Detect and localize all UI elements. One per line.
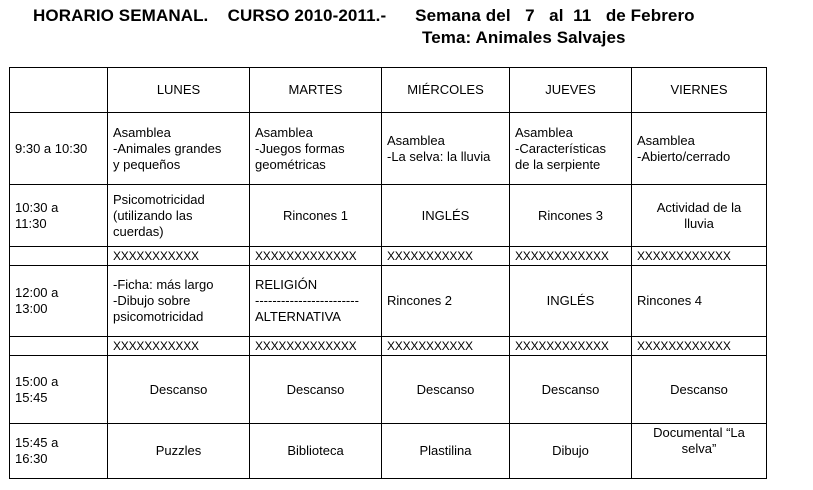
cell-lunes: Puzzles [108,424,250,479]
table-row [10,356,767,424]
separator-cell: XXXXXXXXXXXXX [250,247,382,266]
time-line: 10:30 a [15,199,59,215]
separator-cell: XXXXXXXXXXX [382,247,510,266]
cell-jueves: Dibujo [510,424,632,479]
cell-line: ALTERNATIVA [255,309,341,324]
time-line: 15:45 [15,389,48,405]
cell-viernes [632,424,767,479]
time-cell [10,356,108,424]
time-line: 11:30 [15,215,47,231]
cell-line: ------------------------ [255,293,359,308]
theme-title: Tema: Animales Salvajes [422,28,626,47]
cell-martes [250,113,382,185]
cell-line: y pequeños [113,156,181,172]
time-cell [10,424,108,479]
cell-line: cuerdas) [113,223,164,239]
table-row [10,424,767,479]
weekly-schedule-table [9,67,767,479]
header-jueves: JUEVES [510,68,632,113]
cell-line: -Dibujo sobre [113,293,191,308]
cell-martes: Descanso [250,356,382,424]
cell-line: de la serpiente [515,156,601,172]
cell-line: -Abierto/cerrado [637,148,731,164]
cell-lunes: Descanso [108,356,250,424]
cell-line: Asamblea [515,124,573,140]
separator-cell: XXXXXXXXXXXX [510,247,632,266]
cell-line: Actividad de la [656,199,742,215]
cell-martes [250,266,382,337]
time-line: 13:00 [15,301,48,316]
cell-miercoles: Rincones 2 [382,266,510,337]
time-cell [10,266,108,337]
cell-line: -La selva: la lluvia [387,148,491,164]
table-row [10,185,767,247]
separator-row [10,247,767,266]
cell-line: -Ficha: más largo [113,277,214,292]
cell-line: selva” [681,441,717,456]
cell-viernes: Descanso [632,356,767,424]
cell-viernes [632,113,767,185]
table-row [10,266,767,337]
separator-empty [10,337,108,356]
header-corner [10,68,108,113]
separator-cell: XXXXXXXXXXX [108,337,250,356]
cell-martes: Rincones 1 [250,185,382,247]
header-row [10,68,767,113]
separator-cell: XXXXXXXXXXXX [632,247,767,266]
cell-line: Documental “La [653,425,745,440]
cell-viernes: Rincones 4 [632,266,767,337]
time-cell [10,185,108,247]
table-row [10,113,767,185]
separator-empty [10,247,108,266]
cell-line: Asamblea [387,132,445,148]
cell-lunes [108,185,250,247]
time-line: 12:00 a [15,285,59,300]
time-line: 15:00 a [15,373,59,389]
cell-lunes [108,113,250,185]
separator-cell: XXXXXXXXXXXX [510,337,632,356]
time-line: 16:30 [15,451,48,466]
separator-cell: XXXXXXXXXXX [382,337,510,356]
cell-jueves: Rincones 3 [510,185,632,247]
cell-jueves: Descanso [510,356,632,424]
cell-line: -Características [515,140,607,156]
cell-martes: Biblioteca [250,424,382,479]
header-miercoles: MIÉRCOLES [382,68,510,113]
cell-line: geométricas [255,156,326,172]
header-lunes: LUNES [108,68,250,113]
cell-line: RELIGIÓN [255,277,318,292]
cell-line: Asamblea [637,132,695,148]
cell-line: lluvia [684,215,714,231]
cell-line: -Animales grandes [113,140,222,156]
time-cell: 9:30 a 10:30 [10,113,108,185]
header-martes: MARTES [250,68,382,113]
cell-miercoles: INGLÉS [382,185,510,247]
time-line: 15:45 a [15,435,59,450]
cell-jueves [510,113,632,185]
cell-miercoles: Descanso [382,356,510,424]
schedule-title: HORARIO SEMANAL. CURSO 2010-2011.- Semana del 7 al 11 de Febrero [33,6,695,25]
cell-line: Psicomotricidad [113,191,205,207]
cell-jueves: INGLÉS [510,266,632,337]
cell-line: Asamblea [255,124,313,140]
cell-line: Asamblea [113,124,171,140]
separator-cell: XXXXXXXXXXXXX [250,337,382,356]
cell-viernes [632,185,767,247]
cell-lunes [108,266,250,337]
separator-cell: XXXXXXXXXXX [108,247,250,266]
cell-miercoles [382,113,510,185]
header-viernes: VIERNES [632,68,767,113]
cell-line: (utilizando las [113,207,193,223]
cell-line: psicomotricidad [113,309,204,324]
separator-row [10,337,767,356]
cell-miercoles: Plastilina [382,424,510,479]
cell-line: -Juegos formas [255,140,345,156]
separator-cell: XXXXXXXXXXXX [632,337,767,356]
